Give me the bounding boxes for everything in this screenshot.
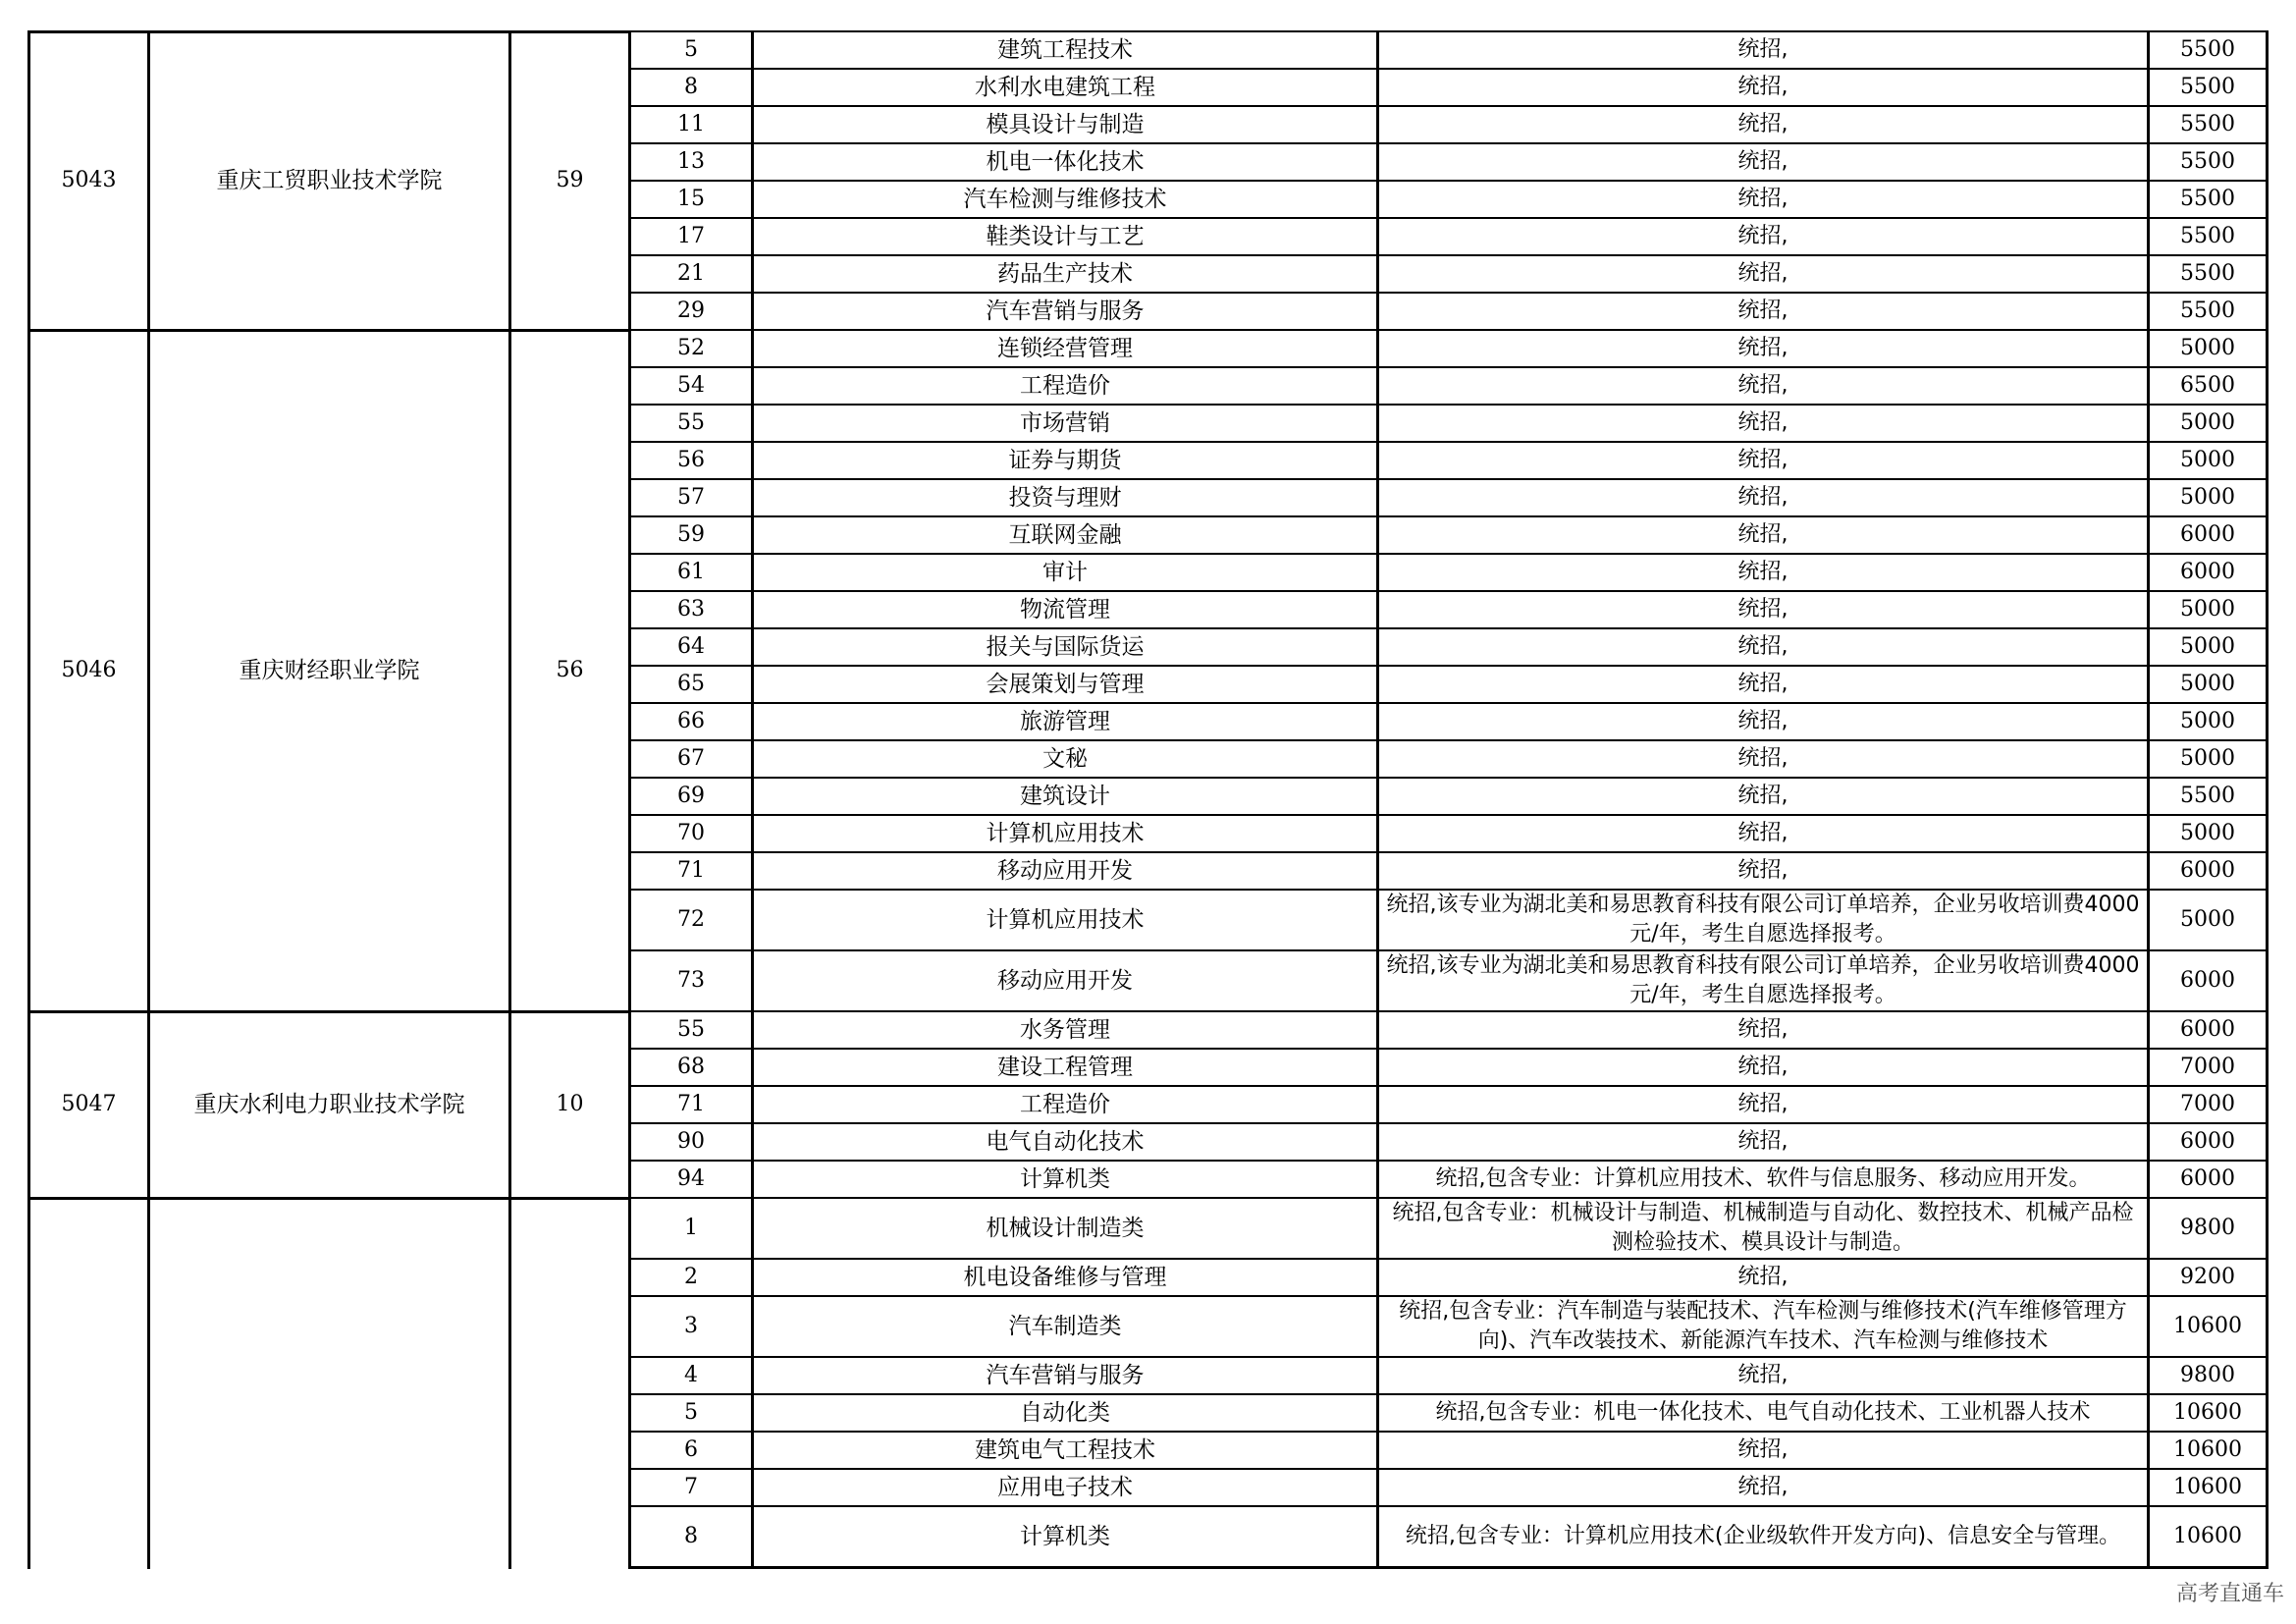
major-number: 21 <box>677 261 705 286</box>
major-remark: 统招, <box>1737 560 1789 584</box>
major-number: 70 <box>677 821 705 845</box>
major-name: 审计 <box>1042 560 1088 585</box>
major-name: 移动应用开发 <box>997 858 1133 884</box>
major-number: 52 <box>677 336 705 360</box>
major-number: 1 <box>684 1216 698 1240</box>
major-number: 54 <box>677 373 705 398</box>
tuition-fee: 5500 <box>2180 149 2235 174</box>
major-number: 68 <box>677 1055 705 1079</box>
major-name: 自动化类 <box>1020 1400 1110 1426</box>
tuition-fee: 5500 <box>2180 75 2235 99</box>
major-name: 文秘 <box>1042 746 1088 772</box>
major-number: 55 <box>677 410 705 435</box>
major-name: 机电一体化技术 <box>986 149 1145 175</box>
column-border <box>27 31 30 1569</box>
tuition-fee: 5000 <box>2180 634 2235 659</box>
major-number: 5 <box>684 1400 698 1425</box>
major-remark: 统招, <box>1737 298 1789 323</box>
major-name: 报关与国际货运 <box>986 634 1145 660</box>
major-name: 应用电子技术 <box>997 1475 1133 1500</box>
major-remark: 统招, <box>1737 373 1789 398</box>
major-remark: 统招, <box>1737 485 1789 510</box>
column-border <box>2147 31 2150 1569</box>
school-name: 重庆工贸职业技术学院 <box>216 168 443 193</box>
major-remark: 统招, <box>1737 37 1789 62</box>
column-border <box>628 31 631 1569</box>
major-remark: 统招, <box>1737 336 1789 360</box>
major-remark: 统招,该专业为湖北美和易思教育科技有限公司订单培养，企业另收培训费4000元/年，考生自愿选择报考。 <box>1386 953 2140 1007</box>
major-name: 互联网金融 <box>1008 522 1122 548</box>
major-remark: 统招, <box>1737 1017 1789 1042</box>
major-number: 7 <box>684 1475 698 1499</box>
major-name: 物流管理 <box>1020 597 1110 623</box>
major-name: 建筑工程技术 <box>997 37 1133 63</box>
major-number: 71 <box>677 858 705 883</box>
major-remark: 统招, <box>1737 1055 1789 1079</box>
major-remark: 统招, <box>1737 709 1789 733</box>
tuition-fee: 5000 <box>2180 672 2235 696</box>
major-number: 65 <box>677 672 705 696</box>
major-number: 67 <box>677 746 705 771</box>
major-number: 55 <box>677 1017 705 1042</box>
plan-count: 10 <box>556 1092 584 1116</box>
major-name: 连锁经营管理 <box>997 336 1133 361</box>
tuition-fee: 5500 <box>2180 298 2235 323</box>
major-number: 69 <box>677 784 705 808</box>
tuition-fee: 5000 <box>2180 709 2235 733</box>
major-remark: 统招, <box>1737 858 1789 883</box>
tuition-fee: 10600 <box>2173 1314 2242 1338</box>
major-name: 建设工程管理 <box>997 1055 1133 1080</box>
major-remark: 统招, <box>1737 1265 1789 1289</box>
major-remark: 统招, <box>1737 75 1789 99</box>
major-name: 水利水电建筑工程 <box>975 75 1155 100</box>
tuition-fee: 5000 <box>2180 597 2235 622</box>
major-name: 鞋类设计与工艺 <box>986 224 1145 249</box>
school-code: 5046 <box>61 658 117 682</box>
tuition-fee: 5500 <box>2180 187 2235 211</box>
tuition-fee: 9800 <box>2180 1216 2235 1240</box>
school-code: 5043 <box>61 168 117 192</box>
major-name: 计算机类 <box>1020 1524 1110 1549</box>
major-name: 证券与期货 <box>1008 448 1122 473</box>
tuition-fee: 5500 <box>2180 784 2235 808</box>
school-code: 5047 <box>61 1092 117 1116</box>
major-name: 模具设计与制造 <box>986 112 1145 137</box>
major-number: 4 <box>684 1363 698 1387</box>
major-number: 94 <box>677 1166 705 1191</box>
major-number: 17 <box>677 224 705 248</box>
major-remark: 统招, <box>1737 261 1789 286</box>
major-remark: 统招, <box>1737 187 1789 211</box>
tuition-fee: 6000 <box>2180 1017 2235 1042</box>
major-remark: 统招, <box>1737 821 1789 845</box>
major-name: 建筑电气工程技术 <box>975 1437 1155 1463</box>
major-remark: 统招,包含专业：计算机应用技术、软件与信息服务、移动应用开发。 <box>1435 1166 2091 1191</box>
major-remark: 统招,该专业为湖北美和易思教育科技有限公司订单培养，企业另收培训费4000元/年，考生自愿选择报考。 <box>1386 893 2140 947</box>
tuition-fee: 5500 <box>2180 261 2235 286</box>
major-remark: 统招, <box>1737 746 1789 771</box>
major-remark: 统招, <box>1737 149 1789 174</box>
tuition-fee: 6000 <box>2180 560 2235 584</box>
major-number: 90 <box>677 1129 705 1154</box>
plan-count: 59 <box>556 168 584 192</box>
column-border <box>1376 31 1379 1569</box>
tuition-fee: 6000 <box>2180 858 2235 883</box>
major-remark: 统招, <box>1737 224 1789 248</box>
major-number: 11 <box>677 112 705 136</box>
major-remark: 统招, <box>1737 597 1789 622</box>
tuition-fee: 7000 <box>2180 1092 2235 1116</box>
tuition-fee: 5000 <box>2180 746 2235 771</box>
tuition-fee: 7000 <box>2180 1055 2235 1079</box>
major-remark: 统招, <box>1737 672 1789 696</box>
major-number: 13 <box>677 149 705 174</box>
tuition-fee: 5000 <box>2180 410 2235 435</box>
tuition-fee: 5000 <box>2180 821 2235 845</box>
major-number: 56 <box>677 448 705 472</box>
tuition-fee: 10600 <box>2173 1475 2242 1499</box>
major-number: 57 <box>677 485 705 510</box>
major-number: 64 <box>677 634 705 659</box>
major-number: 5 <box>684 37 698 62</box>
column-border <box>2266 31 2269 1569</box>
tuition-fee: 9200 <box>2180 1265 2235 1289</box>
tuition-fee: 10600 <box>2173 1437 2242 1462</box>
major-name: 电气自动化技术 <box>986 1129 1145 1155</box>
major-number: 3 <box>684 1314 698 1338</box>
major-number: 59 <box>677 522 705 547</box>
major-name: 汽车营销与服务 <box>986 1363 1145 1388</box>
major-name: 计算机应用技术 <box>986 907 1145 933</box>
major-number: 66 <box>677 709 705 733</box>
major-name: 会展策划与管理 <box>986 672 1145 697</box>
major-name: 投资与理财 <box>1008 485 1122 511</box>
major-number: 63 <box>677 597 705 622</box>
major-name: 水务管理 <box>1020 1017 1110 1043</box>
major-name: 市场营销 <box>1020 410 1110 436</box>
major-name: 机械设计制造类 <box>986 1216 1145 1241</box>
school-name: 重庆财经职业学院 <box>239 658 420 683</box>
major-name: 汽车营销与服务 <box>986 298 1145 324</box>
major-number: 71 <box>677 1092 705 1116</box>
tuition-fee: 5500 <box>2180 37 2235 62</box>
plan-count: 56 <box>556 658 584 682</box>
major-name: 计算机应用技术 <box>986 821 1145 846</box>
major-remark: 统招,包含专业：汽车制造与装配技术、汽车检测与维修技术(汽车维修管理方向)、汽车改装技术、新能源汽车技术、汽车检测与维修技术 <box>1399 1299 2127 1353</box>
tuition-fee: 5000 <box>2180 907 2235 932</box>
major-name: 旅游管理 <box>1020 709 1110 734</box>
major-number: 6 <box>684 1437 698 1462</box>
major-number: 8 <box>684 75 698 99</box>
column-border <box>751 31 754 1569</box>
major-remark: 统招, <box>1737 634 1789 659</box>
tuition-fee: 6000 <box>2180 968 2235 993</box>
major-number: 29 <box>677 298 705 323</box>
major-number: 8 <box>684 1524 698 1548</box>
major-name: 工程造价 <box>1020 1092 1110 1117</box>
major-name: 计算机类 <box>1020 1166 1110 1192</box>
major-name: 汽车检测与维修技术 <box>963 187 1167 212</box>
major-remark: 统招, <box>1737 112 1789 136</box>
major-remark: 统招,包含专业：机电一体化技术、电气自动化技术、工业机器人技术 <box>1435 1400 2091 1425</box>
major-number: 73 <box>677 968 705 993</box>
major-remark: 统招, <box>1737 1092 1789 1116</box>
tuition-fee: 6000 <box>2180 522 2235 547</box>
school-name: 重庆水利电力职业技术学院 <box>193 1092 465 1117</box>
tuition-fee: 5500 <box>2180 224 2235 248</box>
major-name: 建筑设计 <box>1020 784 1110 809</box>
tuition-fee: 9800 <box>2180 1363 2235 1387</box>
major-number: 72 <box>677 907 705 932</box>
major-name: 移动应用开发 <box>997 968 1133 994</box>
watermark-text: 高考直通车 <box>2175 1582 2284 1606</box>
tuition-fee: 6000 <box>2180 1129 2235 1154</box>
tuition-fee: 10600 <box>2173 1400 2242 1425</box>
major-remark: 统招, <box>1737 784 1789 808</box>
major-remark: 统招, <box>1737 1129 1789 1154</box>
tuition-fee: 5000 <box>2180 336 2235 360</box>
major-remark: 统招, <box>1737 522 1789 547</box>
column-border <box>147 31 150 1569</box>
tuition-fee: 5000 <box>2180 448 2235 472</box>
major-remark: 统招, <box>1737 1437 1789 1462</box>
major-remark: 统招, <box>1737 1475 1789 1499</box>
major-name: 汽车制造类 <box>1008 1314 1122 1339</box>
major-name: 工程造价 <box>1020 373 1110 399</box>
major-remark: 统招, <box>1737 1363 1789 1387</box>
column-border <box>508 31 511 1569</box>
major-number: 15 <box>677 187 705 211</box>
table-bottom-border <box>628 1566 2269 1569</box>
major-remark: 统招,包含专业：机械设计与制造、机械制造与自动化、数控技术、机械产品检测检验技术、模具设计与制造。 <box>1392 1201 2134 1255</box>
tuition-fee: 10600 <box>2173 1524 2242 1548</box>
tuition-fee: 6500 <box>2180 373 2235 398</box>
group-border <box>27 1197 631 1200</box>
major-remark: 统招, <box>1737 410 1789 435</box>
tuition-fee: 5000 <box>2180 485 2235 510</box>
tuition-fee: 6000 <box>2180 1166 2235 1191</box>
major-number: 61 <box>677 560 705 584</box>
major-name: 机电设备维修与管理 <box>963 1265 1167 1290</box>
major-remark: 统招, <box>1737 448 1789 472</box>
major-name: 药品生产技术 <box>997 261 1133 287</box>
major-number: 2 <box>684 1265 698 1289</box>
major-remark: 统招,包含专业：计算机应用技术(企业级软件开发方向)、信息安全与管理。 <box>1405 1524 2121 1548</box>
tuition-fee: 5500 <box>2180 112 2235 136</box>
